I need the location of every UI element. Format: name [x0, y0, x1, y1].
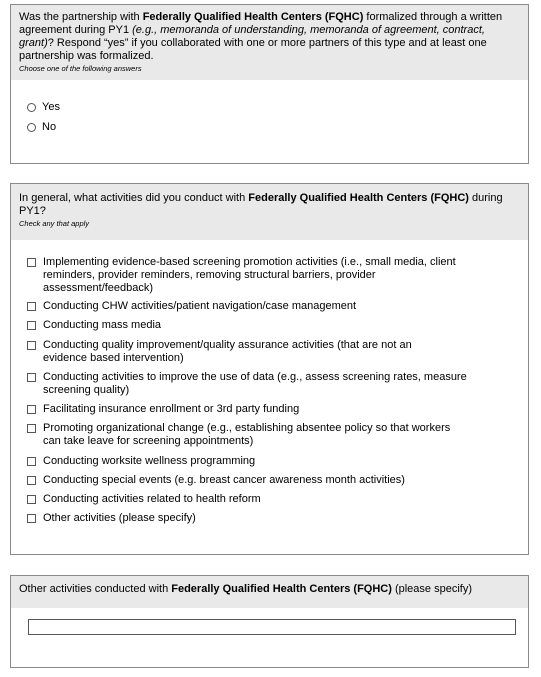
question-3-panel: [10, 575, 529, 668]
radio-option-no[interactable]: [27, 121, 56, 133]
checkbox[interactable]: [27, 341, 36, 350]
checkbox-option[interactable]: [27, 403, 487, 416]
q2-prefix: In general, what activities did you conduct with: [19, 192, 249, 204]
q3-prefix: Other activities conducted with: [19, 583, 172, 595]
q1-mid: formalized through a written agreement during PY1: [19, 11, 503, 36]
checkbox[interactable]: [27, 373, 36, 382]
q2-bold-term: Federally Qualified Health Centers (FQHC): [248, 192, 469, 204]
checkbox-label: Conducting mass media: [43, 319, 162, 331]
checkbox-option[interactable]: [27, 512, 487, 525]
q2-suffix: during PY1?: [19, 192, 503, 217]
radio-option-yes[interactable]: [27, 101, 60, 113]
radio-button-yes[interactable]: [27, 103, 36, 112]
question-2-panel: [10, 183, 529, 555]
q3-suffix: (please specify): [391, 583, 472, 595]
checkbox[interactable]: [27, 476, 36, 485]
checkbox[interactable]: [27, 424, 36, 433]
checkbox-label: Conducting special events (e.g. breast cancer awareness month activities): [43, 474, 405, 486]
question-3-text: [19, 583, 520, 596]
checkbox-label: Facilitating insurance enrollment or 3rd party funding: [43, 403, 300, 415]
question-2-header: [11, 184, 528, 240]
radio-label-yes: Yes: [42, 101, 60, 113]
checkbox-label: Promoting organizational change (e.g., establishing absentee policy so that workers can take leave for screening appointments): [43, 422, 451, 447]
q1-prefix: Was the partnership with: [19, 11, 143, 23]
checkbox[interactable]: [27, 321, 36, 330]
checkbox-label: Conducting quality improvement/quality assurance activities (that are not an evidence based intervention): [43, 339, 412, 364]
other-activities-input[interactable]: [28, 619, 516, 635]
checkbox[interactable]: [27, 258, 36, 267]
checkbox-option[interactable]: [27, 339, 457, 365]
question-1-panel: [10, 4, 529, 164]
checkbox-option[interactable]: [27, 474, 487, 487]
checkbox[interactable]: [27, 495, 36, 504]
checkbox-label: Implementing evidence-based screening promotion activities (i.e., small media, client reminders, provider reminders, removing structural barriers, provider assessment/feedback): [43, 256, 456, 294]
checkbox-label: Conducting worksite wellness programming: [43, 455, 256, 467]
checkbox-label: Conducting CHW activities/patient navigation/case management: [43, 300, 357, 312]
q1-italic-examples: (e.g., memoranda of understanding, memoranda of agreement, contract, grant): [19, 24, 485, 49]
checkbox-option[interactable]: [27, 493, 487, 506]
checkbox-option[interactable]: [27, 319, 487, 332]
checkbox[interactable]: [27, 514, 36, 523]
checkbox[interactable]: [27, 457, 36, 466]
checkbox-option[interactable]: [27, 371, 467, 397]
checkbox-label: Conducting activities to improve the use of data (e.g., assess screening rates, measure screening quality): [43, 371, 467, 396]
question-1-header: [11, 5, 528, 80]
radio-label-no: No: [42, 121, 57, 133]
checkbox[interactable]: [27, 405, 36, 414]
question-3-header: [11, 576, 528, 608]
q3-bold-term: Federally Qualified Health Centers (FQHC): [171, 583, 392, 595]
question-1-text: [19, 11, 520, 63]
checkbox-option[interactable]: [27, 300, 487, 313]
radio-button-no[interactable]: [27, 123, 36, 132]
question-1-instruction: Choose one of the following answers: [19, 64, 142, 73]
checkbox-option[interactable]: [27, 422, 457, 448]
checkbox-label: Other activities (please specify): [43, 512, 196, 524]
q1-bold-term: Federally Qualified Health Centers (FQHC): [142, 11, 364, 23]
checkbox-option[interactable]: [27, 256, 487, 295]
checkbox[interactable]: [27, 302, 36, 311]
question-2-instruction: Check any that apply: [19, 219, 90, 228]
checkbox-label: Conducting activities related to health reform: [43, 493, 261, 505]
checkbox-option[interactable]: [27, 455, 487, 468]
question-2-text: [19, 192, 520, 218]
q1-suffix: ? Respond “yes” if you collaborated with one or more partners of this type and at least one partnership was formalized.: [19, 37, 487, 62]
